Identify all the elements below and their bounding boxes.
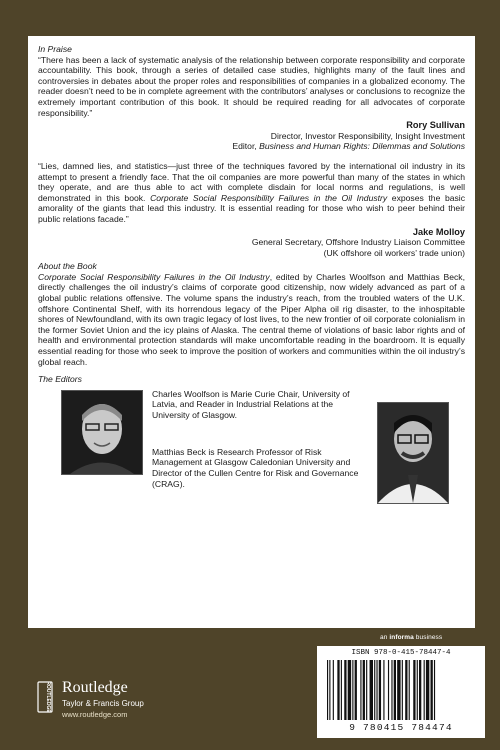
editor-bio-woolfson: Charles Woolfson is Marie Curie Chair, University of Latvia, and Reader in Industrial Relations at the University of Glasgow. xyxy=(152,388,350,420)
routledge-logo-text: ROUTLEDGE xyxy=(45,681,51,713)
barcode-label xyxy=(317,646,485,738)
barcode-digits: 9 780415 784474 xyxy=(349,722,453,733)
praise-quote-2 xyxy=(38,161,465,225)
barcode-bar xyxy=(341,660,342,720)
praise-quote-1: “There has been a lack of systematic analysis of the relationship between corporate responsibility and corporate accountability. This book, through a series of detailed case studies, highlights many of the fault lines and controversies in debates about the proper roles and responsibilities of companies in a globalized economy. The reader doesn’t need to be in complete agreement with the contributors’ analyses or conclusions to recognize the extremely important contribution of this book. It should be required reading for all advocates of corporate responsibility.” xyxy=(38,54,465,118)
barcode-bar xyxy=(419,660,421,720)
barcode-bar xyxy=(366,660,367,720)
isbn-text: ISBN 978-0-415-78447-4 xyxy=(351,649,451,657)
reviewer-title-1: Director, Investor Responsibility, Insight Investment xyxy=(270,130,465,141)
barcode-bar xyxy=(348,660,351,720)
editors-section xyxy=(38,385,465,517)
barcode-bar xyxy=(327,660,328,720)
publisher-group: Taylor & Francis Group xyxy=(62,699,144,708)
reviewer-name-1: Rory Sullivan xyxy=(406,120,465,131)
barcode-bar xyxy=(394,660,396,720)
editor-photo-woolfson xyxy=(61,390,143,475)
inform-brand: informa xyxy=(389,634,414,641)
barcode-bar xyxy=(397,660,400,720)
reviewer-title-2b: (UK offshore oil workers’ trade union) xyxy=(323,247,465,258)
quote-2-main: “Lies, damned lies, and statistics—just three of the techniques favored by the international oil industry in its attempt to present a friendly face. That the oil companies are more powerful than many of the states in which they operate, and are thus able to act with complete disdain for local norms and regulations, is well demonstrated in this book. xyxy=(38,160,465,203)
barcode-bar xyxy=(374,660,375,720)
barcode-bar xyxy=(370,660,373,720)
barcode-bar xyxy=(426,660,429,720)
editor-bio-beck: Matthias Beck is Research Professor of Risk Management at Glasgow Caledonian University and Director of the Cullen Centre for Risk and Governance (CRAG). xyxy=(152,446,359,489)
barcode-bar xyxy=(333,660,334,720)
reviewer-title-1b xyxy=(38,141,465,152)
reviewer-name-2: Jake Molloy xyxy=(412,226,465,237)
barcode-bar xyxy=(355,660,357,720)
barcode-bar xyxy=(376,660,377,720)
in-praise-label: In Praise xyxy=(38,44,72,54)
barcode-bar xyxy=(344,660,346,720)
barcode-bar xyxy=(379,660,381,720)
barcode-bar xyxy=(329,660,330,720)
barcode-bar xyxy=(337,660,339,720)
inform-prefix: an xyxy=(380,634,390,641)
publisher-name: Routledge xyxy=(62,679,128,696)
quote-2-rest: exposes the basic amorality of the giants that lead this industry. It is essential reading for those who wish to peer behind their public relations facade.” xyxy=(38,192,466,224)
barcode-bar xyxy=(352,660,353,720)
praise-attribution-1 xyxy=(38,120,465,152)
about-book-label: About the Book xyxy=(38,261,97,272)
barcode-bar xyxy=(388,660,389,720)
barcode-bar xyxy=(402,660,403,720)
about-book-body: , edited by Charles Woolfson and Matthias Beck, directly challenges the oil industry’s claims of corporate good citizenship, now widely advanced as part of a global public relations offensive. The volume spans the industry’s reach, from the troubled waters of the U.K. offshore Continental Shelf, with its horrendous legacy of the Piper Alpha oil rig disaster, to the inhospitable shores of Newfoundland, with its own tragic legacy of lost lives, to the new frontier of oil corporate colonialism in the former Soviet Union and the icy plains of Alaska. The central theme of violations of basic labor rights and of health and environmental protection standards will make uncomfortable reading in the boardroom. It is equally essential reading for those who seek to improve the position of workers and communities within the oil industry’s global reach. xyxy=(38,271,465,367)
reviewer-title-prefix: Editor, xyxy=(232,141,260,152)
editor-photo-beck xyxy=(377,402,449,504)
barcode-bar xyxy=(413,660,415,720)
reviewer-title-2: General Secretary, Offshore Industry Liaison Committee xyxy=(251,237,465,248)
back-cover-text-panel xyxy=(28,36,475,628)
barcode-bar xyxy=(405,660,407,720)
routledge-logo-icon xyxy=(36,680,54,714)
barcode-bar xyxy=(417,660,418,720)
quote-2-book-title: Corporate Social Responsibility Failures in the Oil Industry xyxy=(150,192,388,203)
inform-suffix: business xyxy=(413,634,443,641)
barcode-bar xyxy=(363,660,365,720)
barcode-bar xyxy=(434,660,435,720)
editors-label: The Editors xyxy=(38,374,82,385)
about-book-text xyxy=(38,272,465,367)
barcode-bar xyxy=(424,660,425,720)
barcode-bar xyxy=(383,660,384,720)
informa-business-tag xyxy=(380,634,442,641)
reviewer-book-title: Business and Human Rights: Dilemmas and Solutions xyxy=(259,141,465,152)
barcode-bar xyxy=(409,660,410,720)
publisher-url: www.routledge.com xyxy=(62,710,128,719)
barcode-bar xyxy=(391,660,392,720)
about-book-title: Corporate Social Responsibility Failures in the Oil Industry xyxy=(38,271,270,282)
praise-attribution-2 xyxy=(38,227,465,259)
barcode-bar xyxy=(431,660,433,720)
barcode-bars xyxy=(325,660,477,722)
barcode-bar xyxy=(360,660,361,720)
